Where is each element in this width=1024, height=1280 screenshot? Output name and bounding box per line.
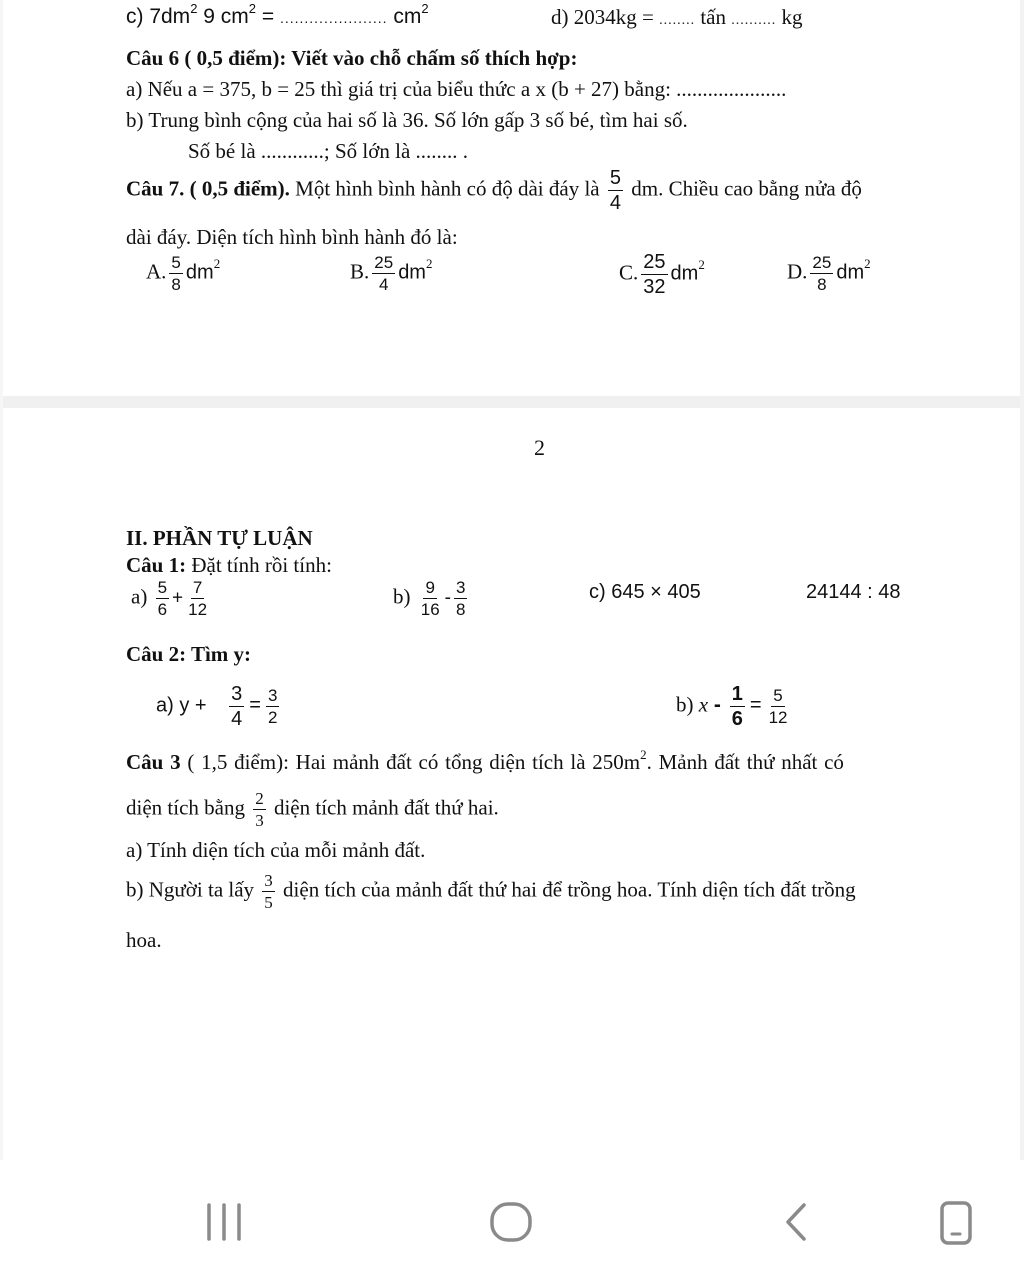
denominator: 8 [171,275,181,294]
q1-title-bold: Câu 1: [126,553,187,577]
denominator: 12 [188,600,208,619]
numerator: 2 [255,789,264,808]
denominator: 5 [264,893,273,912]
item-label: b) [393,584,411,609]
document-page-1 [0,0,1024,396]
fraction [229,684,244,729]
exp: 2 [190,1,198,16]
denominator: 2 [267,708,278,727]
item-label: b) [676,692,699,717]
fraction [641,252,667,297]
q3-text: diện tích bằng [126,795,251,820]
q7-title: Câu 7. ( 0,5 điểm). [126,176,290,201]
q7-text: Một hình bình hành có độ dài đáy là [289,176,605,201]
operator: - [444,587,451,609]
fraction [169,254,182,293]
blank-dots: ........ [659,13,696,28]
operator: - [708,693,727,717]
item-c-line [126,1,429,30]
unit: dm [398,261,426,284]
screenshot-icon [936,1200,980,1248]
home-button[interactable] [484,1200,540,1244]
equals: = [256,5,280,28]
numerator: 1 [731,683,743,705]
section-title: II. PHẦN TỰ LUẬN [126,526,313,550]
exp: 2 [421,1,429,16]
numerator: 5 [157,578,168,597]
numerator: 5 [773,686,783,705]
q2-title: Câu 2: Tìm y: [126,642,252,666]
numerator: 5 [171,253,181,272]
q3-text: diện tích của mảnh đất thứ hai để trồng hoa. Tính diện tích đất trồng [277,877,856,902]
numerator: 25 [374,253,394,272]
denominator: 6 [157,600,168,619]
q2-b [676,684,792,729]
back-button[interactable] [776,1200,816,1244]
denominator: 12 [768,708,788,727]
q7-option-c[interactable] [619,252,705,297]
viewer-edge-left [0,0,3,1160]
numerator: 3 [456,578,466,597]
exp: 2 [640,747,647,762]
q3-line2 [126,790,499,829]
fraction [608,168,623,213]
page-gap [0,396,1024,408]
denominator: 4 [378,275,389,294]
fraction [262,872,275,911]
item-c-mid: 9 cm [197,5,249,28]
q1-d: 24144 : 48 [806,581,901,603]
recent-apps-icon [196,1200,252,1244]
q3-b-line2: hoa. [126,928,162,952]
q7-option-a[interactable] [146,254,220,293]
fraction [253,790,266,829]
numerator: 5 [609,167,621,189]
numerator: 3 [264,871,273,890]
q3-b [126,872,856,911]
option-letter: B. [350,259,370,284]
item-label: a) y + [156,694,213,717]
q7-line2: dài đáy. Diện tích hình bình hành đó là: [126,225,458,249]
fraction [266,687,279,726]
q1-a [131,579,212,618]
q3-text: Hai mảnh đất có tổng diện tích là 250m [288,750,641,774]
denominator: 32 [643,276,666,298]
q3-a: a) Tính diện tích của mỗi mảnh đất. [126,838,426,862]
unit: kg [776,5,803,29]
denominator: 4 [609,192,621,214]
q6-title: Câu 6 ( 0,5 điểm): Viết vào chỗ chấm số thích hợp: [126,46,578,70]
recent-apps-button[interactable] [196,1200,252,1244]
fraction [372,254,395,293]
denominator: 8 [456,600,466,619]
screenshot-button[interactable] [936,1200,980,1248]
q3-text: diện tích mảnh đất thứ hai. [268,795,499,820]
q1-c: c) 645 × 405 [589,581,701,603]
q1-b [393,579,470,618]
q6-b-answer: Số bé là ............; Số lớn là ........ . [188,139,469,163]
fraction [730,684,745,729]
numerator: 25 [812,253,832,272]
viewer-edge-right [1020,0,1024,1160]
q1-title-rest: Đặt tính rồi tính: [186,553,332,577]
numerator: 7 [192,578,203,597]
unit: dm [670,262,699,285]
fraction [156,579,169,618]
q3-title: Câu 3 [126,750,181,774]
q3-line1 [126,747,844,774]
q3-points: ( 1,5 điểm): [180,750,289,774]
q3-text: b) Người ta lấy [126,877,260,902]
item-d-line [551,5,803,33]
q3-text: . Mảnh đất thứ nhất có [646,750,844,774]
numerator: 3 [231,683,243,705]
equals: = [249,694,261,717]
back-icon [776,1200,816,1244]
option-letter: D. [787,259,808,284]
item-c-label: c) 7dm [126,5,191,28]
fraction [810,254,833,293]
page-number: 2 [534,435,545,460]
q6-b: b) Trung bình cộng của hai số là 36. Số lớn gấp 3 số bé, tìm hai số. [126,108,688,132]
numerator: 25 [643,251,666,273]
q6-a: a) Nếu a = 375, b = 25 thì giá trị của biểu thức a x (b + 27) bằng: ..................... [126,77,787,101]
item-d-label: d) 2034kg = [551,5,660,29]
q7-option-d[interactable] [787,254,871,293]
exp: 2 [864,256,871,272]
denominator: 4 [231,708,243,730]
equals: = [749,694,762,717]
home-icon [484,1200,540,1244]
q7-text: dm. Chiều cao bằng nửa độ [626,176,862,201]
unit: dm [185,261,214,284]
q2-a [156,684,282,729]
option-letter: C. [619,260,639,285]
q7-option-b[interactable] [350,254,432,293]
option-letter: A. [146,259,167,284]
blank-dots: ...................... [279,10,388,26]
exp: 2 [698,257,705,273]
exp: 2 [425,256,433,272]
operator: + [172,587,184,609]
q1-title [126,553,332,577]
fraction [767,687,790,726]
denominator: 6 [731,708,743,730]
denominator: 16 [420,600,440,619]
navigation-bar [0,1160,1024,1280]
unit: dm [836,261,865,284]
blank-dots: .......... [731,13,777,28]
exp: 2 [248,1,256,16]
fraction [419,579,442,618]
document-page-2 [0,408,1024,1160]
numerator: 3 [267,686,278,705]
fraction [454,579,467,618]
item-label: a) [131,584,148,609]
variable: x [698,692,709,717]
denominator: 8 [817,275,827,294]
exp: 2 [213,256,221,272]
unit: cm [393,5,422,28]
fraction [186,579,209,618]
unit: tấn [695,5,732,29]
numerator: 9 [425,578,435,597]
q7-line1 [126,168,862,213]
denominator: 3 [255,811,264,830]
